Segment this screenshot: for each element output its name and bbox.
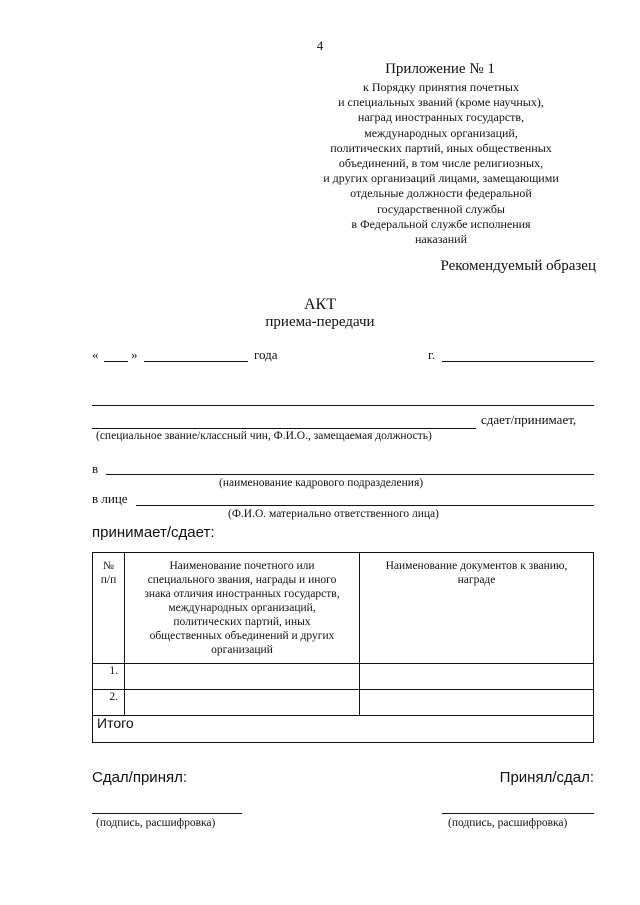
responsible-hint: (Ф.И.О. материально ответственного лица) (228, 508, 439, 520)
award-cell[interactable] (125, 664, 360, 690)
appendix-line: и других организаций лицами, замещающими (323, 171, 559, 186)
recommended-sample-label: Рекомендуемый образец (440, 258, 596, 274)
department-prefix: в (92, 461, 99, 476)
header-award-line: специального звания, награды и иного (147, 574, 337, 586)
row-number: 2. (93, 690, 125, 716)
quote-open: « (92, 347, 99, 362)
appendix-line: международных организаций, (364, 125, 518, 140)
signature-left-hint: (подпись, расшифровка) (96, 817, 216, 829)
signature-right-label: Принял/сдал: (499, 769, 594, 786)
header-award-line: Наименование почетного или (169, 560, 315, 572)
city-field[interactable] (442, 361, 594, 362)
documents-cell[interactable] (360, 690, 594, 716)
signature-right-field[interactable] (442, 813, 594, 814)
table-total-row (93, 716, 594, 743)
table-header-row (93, 553, 594, 664)
header-number (93, 553, 125, 664)
header-award-name (125, 553, 360, 664)
appendix-line: отдельные должности федеральной (350, 186, 532, 201)
page-number: 4 (316, 38, 324, 53)
person-hint: (специальное звание/классный чин, Ф.И.О., замещаемая должность) (96, 430, 432, 442)
responsible-prefix: в лице (92, 491, 128, 506)
appendix-line: политических партий, иных общественных (330, 140, 552, 155)
appendix-line: государственной службы (377, 201, 505, 216)
signature-right-hint: (подпись, расшифровка) (448, 817, 568, 829)
header-award-line: организаций (211, 644, 273, 656)
total-label: Итого (93, 716, 594, 743)
appendix-line: наград иностранных государств, (357, 110, 525, 125)
act-title: АКТ (304, 296, 336, 313)
award-cell[interactable] (125, 690, 360, 716)
department-hint: (наименование кадрового подразделения) (219, 477, 424, 489)
appendix-line: объединений, в том числе религиозных, (338, 156, 544, 171)
documents-cell[interactable] (360, 664, 594, 690)
appendix-text (300, 80, 582, 247)
appendix-line: к Порядку принятия почетных (363, 80, 519, 94)
header-award-line: политических партий, иных (173, 616, 311, 628)
person-field-line-1[interactable] (92, 405, 594, 406)
header-award-line: общественных объединений и других (149, 630, 335, 642)
day-field[interactable] (104, 361, 128, 362)
awards-table (92, 552, 594, 743)
signature-left-field[interactable] (92, 813, 242, 814)
signature-left-label: Сдал/принял: (92, 769, 188, 786)
appendix-title: Приложение № 1 (385, 61, 495, 77)
header-award-line: международных организаций, (168, 602, 316, 614)
header-number-line: № (103, 560, 114, 572)
city-prefix: г. (428, 347, 436, 362)
appendix-line: и специальных званий (кроме научных), (338, 95, 544, 110)
header-number-line: п/п (100, 574, 117, 586)
header-documents-line: награде (457, 574, 496, 586)
header-documents-line: Наименование документов к званию, (385, 560, 568, 572)
person-field-line-2[interactable] (92, 428, 476, 429)
accepts-gives-label: принимает/сдает: (92, 524, 215, 541)
appendix-line: наказаний (414, 232, 468, 247)
table-row (93, 690, 594, 716)
table-row (93, 664, 594, 690)
year-word: года (254, 347, 278, 362)
department-field[interactable] (106, 474, 594, 475)
header-award-line: знака отличия иностранных государств, (144, 588, 340, 600)
responsible-field[interactable] (136, 505, 594, 506)
header-documents (360, 553, 594, 664)
month-year-field[interactable] (144, 361, 248, 362)
row-number: 1. (93, 664, 125, 690)
quote-close: » (131, 347, 138, 362)
appendix-line: в Федеральной службе исполнения (351, 216, 531, 231)
act-subtitle: приема-передачи (265, 314, 375, 330)
gives-accepts-label: сдает/принимает, (481, 412, 577, 427)
